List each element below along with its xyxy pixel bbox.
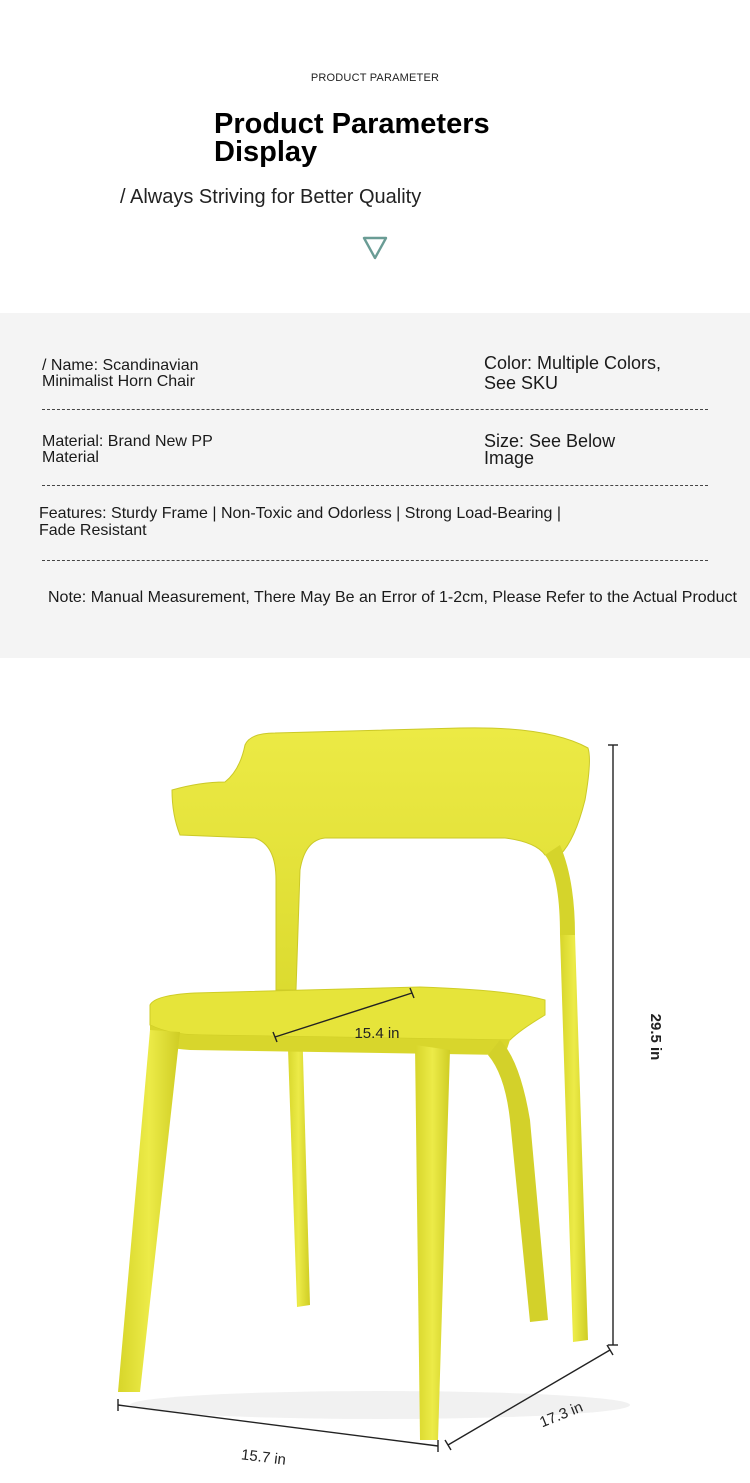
param-features bbox=[39, 505, 561, 539]
divider bbox=[42, 560, 708, 561]
parameter-panel bbox=[0, 313, 750, 658]
param-size-line-1: Size: See Below bbox=[484, 431, 616, 451]
title-line-2: Display bbox=[214, 136, 318, 168]
param-size-line-2: Image bbox=[484, 448, 535, 468]
subtitle: / Always Striving for Better Quality bbox=[120, 186, 422, 208]
param-name-line-1: / Name: Scandinavian bbox=[42, 357, 199, 374]
down-triangle-icon bbox=[361, 234, 389, 262]
param-material-line-1: Material: Brand New PP bbox=[42, 433, 213, 450]
height-label: 29.5 in bbox=[647, 1013, 664, 1061]
measurement-note: Note: Manual Measurement, There May Be an Error of 1-2cm, Please Refer to the Actual Product bbox=[48, 589, 737, 606]
param-features-line-1: Features: Sturdy Frame | Non-Toxic and Odorless | Strong Load-Bearing | bbox=[39, 505, 562, 522]
param-size bbox=[484, 433, 615, 467]
param-features-line-2: Fade Resistant bbox=[39, 522, 147, 539]
width-label: 15.7 in bbox=[240, 1446, 287, 1469]
divider bbox=[42, 485, 708, 486]
chair-product-image bbox=[0, 690, 750, 1483]
param-material bbox=[42, 434, 213, 466]
param-material-line-2: Material bbox=[42, 449, 99, 466]
param-name-line-2: Minimalist Horn Chair bbox=[42, 373, 195, 390]
param-color-line-1: Color: Multiple Colors, bbox=[484, 353, 662, 373]
eyebrow-label: PRODUCT PARAMETER bbox=[310, 72, 440, 84]
title-line-1: Product Parameters bbox=[214, 108, 490, 140]
seat-width-label: 15.4 in bbox=[354, 1025, 400, 1042]
depth-label: 17.3 in bbox=[537, 1398, 586, 1432]
param-name bbox=[42, 358, 199, 390]
page-title bbox=[214, 110, 544, 166]
param-color bbox=[484, 353, 661, 393]
divider bbox=[42, 409, 708, 410]
param-color-line-2: See SKU bbox=[484, 373, 559, 393]
